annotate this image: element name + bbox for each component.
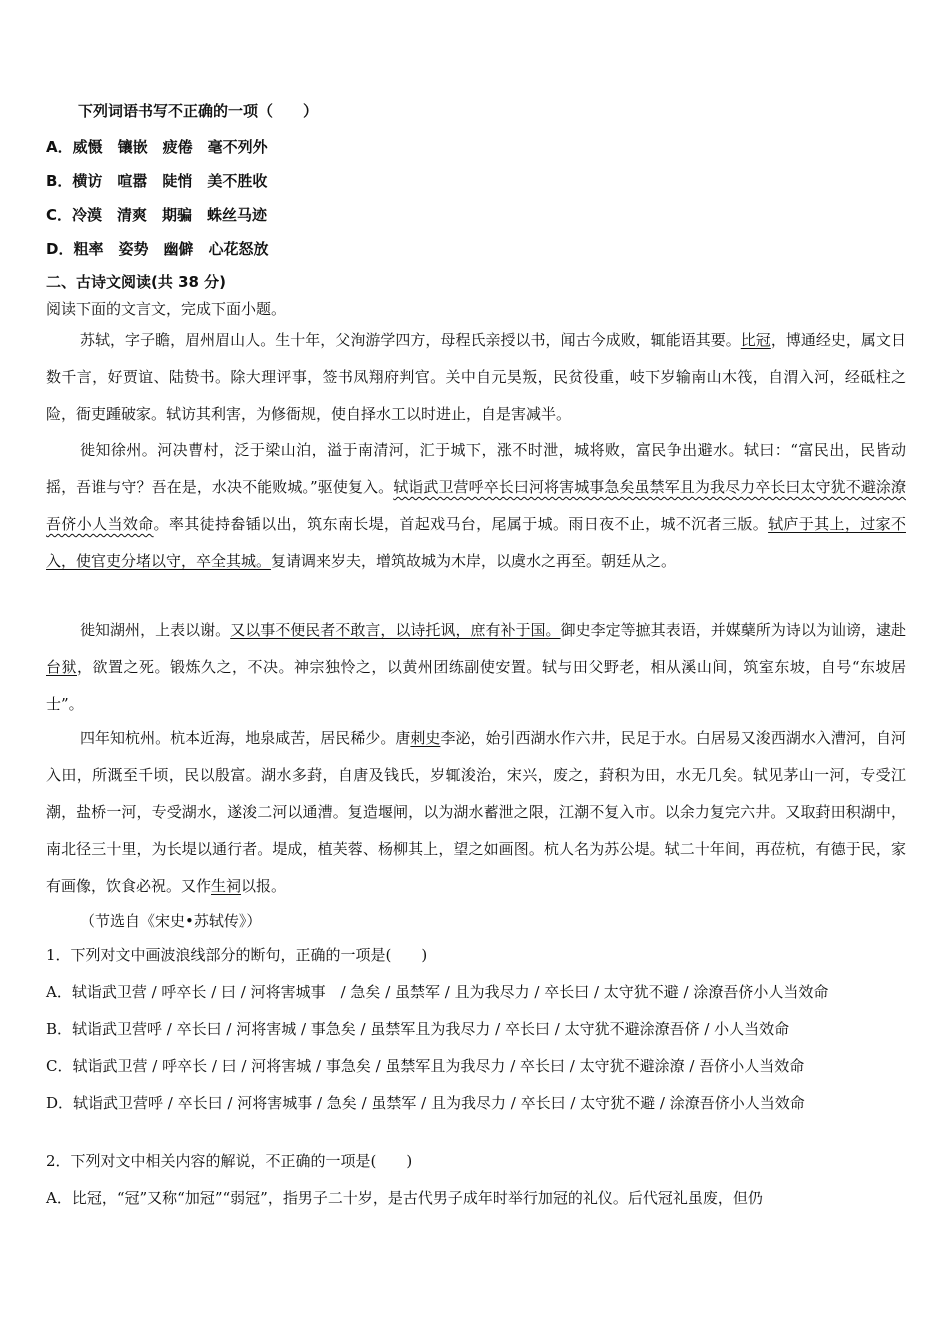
passage-text: 苏轼，字子瞻，眉州眉山人。生十年，父洵游学四方，母程氏亲授以书，闻古今成败，辄能语其要。 (80, 331, 741, 349)
passage-text: ，博通经史，属文日数千言，好贾谊、陆贽书。除大理评事，签书凤翔府判官。关中自元昊叛，民贫役重，岐下岁输南山木筏，自渭入河，经砥柱之险，衙吏踵破家。轼访其利害，为修衙规，使自择水工以时进止，自是害减半。 (46, 331, 906, 423)
question-1-option-a: A．轼诣武卫营 / 呼卒长 / 曰 / 河将害城事 / 急矣 / 虽禁军 / 且为我尽力 / 卒长曰 / 太守犹不避 / 涂潦吾侪小人当效命 (46, 983, 829, 1001)
passage-paragraph-1 (46, 322, 906, 433)
passage-text: 四年知杭州。杭本近海，地泉咸苦，居民稀少。唐 (80, 729, 411, 747)
passage-text: 徙知湖州，上表以谢。 (80, 621, 231, 639)
passage-text: 御史李定等摭其表语，并媒蘖所为诗以为讪谤，逮赴 (560, 621, 906, 639)
question-0-option-b: B．横访 喧嚣 陡悄 美不胜收 (46, 172, 268, 190)
question-0-option-a: A．威慑 镶嵌 疲倦 毫不列外 (46, 138, 268, 156)
section-title: 二、古诗文阅读(共 38 分) (46, 273, 227, 291)
passage-text: ，欲置之死。锻炼久之，不决。神宗独怜之，以黄州团练副使安置。轼与田父野老，相从溪山间，筑室东坡，自号“东坡居士”。 (46, 658, 906, 713)
question-1-stem: 1．下列对文中画波浪线部分的断句，正确的一项是( ) (46, 946, 428, 964)
underlined-term: 生祠 (211, 877, 242, 895)
question-0-option-d: D．粗率 姿势 幽僻 心花怒放 (46, 240, 269, 258)
underlined-term: 台狱 (46, 658, 77, 676)
question-2 (46, 1143, 908, 1217)
passage-source: （节选自《宋史•苏轼传》） (80, 912, 262, 930)
underlined-sentence: 又以事不便民者不敢言，以诗托讽，庶有补于国。 (230, 621, 561, 639)
underlined-term: 刺史 (410, 729, 441, 747)
passage-text: 以报。 (241, 877, 287, 895)
question-2-stem: 2．下列对文中相关内容的解说，不正确的一项是( ) (46, 1152, 413, 1170)
passage-paragraph-3 (46, 612, 906, 723)
passage-paragraph-4 (46, 720, 906, 905)
passage-text: 复请调来岁夫，增筑故城为木岸，以虞水之再至。朝廷从之。 (271, 552, 677, 570)
underlined-sentence: 轼庐于其上，过家不入，使官吏分堵以守，卒全其城。 (46, 515, 906, 570)
wavy-underlined-sentence: 轼诣武卫营呼卒长曰河将害城事急矣虽禁军且为我尽力卒长曰太守犹不避涂潦吾侪小人当效命 (46, 478, 906, 533)
passage-text: 李泌，始引西湖水作六井，民足于水。白居易又浚西湖水入漕河，自河入田，所溉至千顷，民以殷富。湖水多葑，自唐及钱氏，岁辄浚治，宋兴，废之，葑积为田，水无几矣。轼见茅山一河，专受江潮，盐桥一河，专受湖水，遂浚二河以通漕。复造堰闸，以为湖水蓄泄之限，江潮不复入市。以余力复完六井。又取葑田积湖中，南北径三十里，为长堤以通行者。堤成，植芙蓉、杨柳其上，望之如画图。杭人名为苏公堤。轼二十年间，再莅杭，有德于民，家有画像，饮食必祝。又作 (46, 729, 906, 895)
passage-text: 。率其徒持畚锸以出，筑东南长堤，首起戏马台，尾属于城。雨日夜不止，城不沉者三版。 (153, 515, 769, 533)
question-1-option-c: C．轼诣武卫营 / 呼卒长 / 曰 / 河将害城 / 事急矣 / 虽禁军且为我尽力 / 卒长曰 / 太守犹不避涂潦 / 吾侪小人当效命 (46, 1057, 805, 1075)
passage-text: 徙知徐州。河决曹村，泛于梁山泊，溢于南清河，汇于城下，涨不时泄，城将败，富民争出避水。轼曰：“富民出，民皆动摇，吾谁与守？吾在是，水决不能败城。”驱使复入。 (46, 441, 906, 496)
passage-paragraph-2 (46, 432, 906, 580)
question-0-option-c: C．冷漠 清爽 期骗 蛛丝马迹 (46, 206, 268, 224)
question-0-stem: 下列词语书写不正确的一项（ ） (78, 102, 319, 120)
underlined-term: 比冠 (740, 331, 771, 349)
question-2-option-a: A．比冠，“冠”又称“加冠”“弱冠”，指男子二十岁，是古代男子成年时举行加冠的礼仪。后代冠礼虽废，但仍 (46, 1189, 763, 1207)
section-instruction: 阅读下面的文言文，完成下面小题。 (46, 300, 287, 318)
question-1 (46, 937, 908, 1122)
question-1-option-b: B．轼诣武卫营呼 / 卒长曰 / 河将害城 / 事急矣 / 虽禁军且为我尽力 / 卒长曰 / 太守犹不避涂潦吾侪 / 小人当效命 (46, 1020, 790, 1038)
question-1-option-d: D．轼诣武卫营呼 / 卒长曰 / 河将害城事 / 急矣 / 虽禁军 / 且为我尽力 / 卒长曰 / 太守犹不避 / 涂潦吾侪小人当效命 (46, 1094, 805, 1112)
